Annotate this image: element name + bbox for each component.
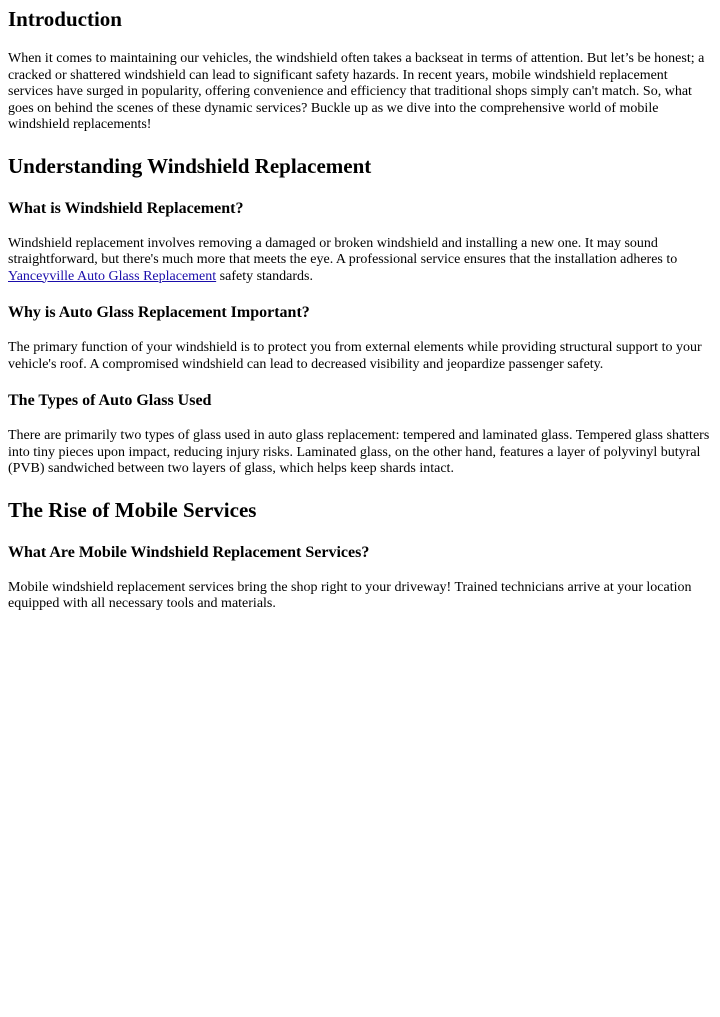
- paragraph-text-before-link: Windshield replacement involves removing a damaged or broken windshield and installing a new one. It may sound straightforward, but there's much more that meets the eye. A professional service ensures that the installation adheres to: [8, 235, 678, 267]
- paragraph-text-after-link: safety standards.: [216, 268, 313, 284]
- heading-understanding-windshield-replacement: Understanding Windshield Replacement: [8, 153, 372, 178]
- paragraph-what-are-mobile-services: Mobile windshield replacement services bring the shop right to your driveway! Trained technicians arrive at your location equipped with all necessary tools and materials.: [8, 579, 692, 611]
- heading-rise-of-mobile-services: The Rise of Mobile Services: [8, 497, 257, 522]
- paragraph-types-of-auto-glass: There are primarily two types of glass used in auto glass replacement: tempered and laminated glass. Tempered glass shatters into tiny pieces upon impact, reducing injury risks. Laminated glass, on the other hand, features a layer of polyvinyl butyral (PVB) sandwiched between two layers of glass, which helps keep shards intact.: [8, 428, 710, 476]
- subheading-what-are-mobile-services: What Are Mobile Windshield Replacement Services?: [8, 543, 370, 561]
- heading-introduction: Introduction: [8, 7, 122, 31]
- paragraph-introduction: When it comes to maintaining our vehicles, the windshield often takes a backseat in terms of attention. But let’s be honest; a cracked or shattered windshield can lead to significant safety hazards. In recent years, mobile windshield replacement services have surged in popularity, offering convenience and efficiency that traditional shops simply can't match. So, what goes on behind the scenes of these dynamic services? Buckle up as we dive into the comprehensive world of mobile windshield replacements!: [8, 51, 705, 132]
- subheading-what-is-windshield-replacement: What is Windshield Replacement?: [8, 199, 244, 217]
- paragraph-what-is-windshield-replacement: [8, 236, 712, 286]
- subheading-why-auto-glass-important: Why is Auto Glass Replacement Important?: [8, 304, 310, 321]
- subheading-types-of-auto-glass: The Types of Auto Glass Used: [8, 392, 212, 409]
- yanceyville-auto-glass-link[interactable]: Yanceyville Auto Glass Replacement: [8, 268, 217, 284]
- paragraph-why-auto-glass-important: The primary function of your windshield is to protect you from external elements while providing structural support to your vehicle's roof. A compromised windshield can lead to decreased visibility and jeopardize passenger safety.: [8, 340, 702, 372]
